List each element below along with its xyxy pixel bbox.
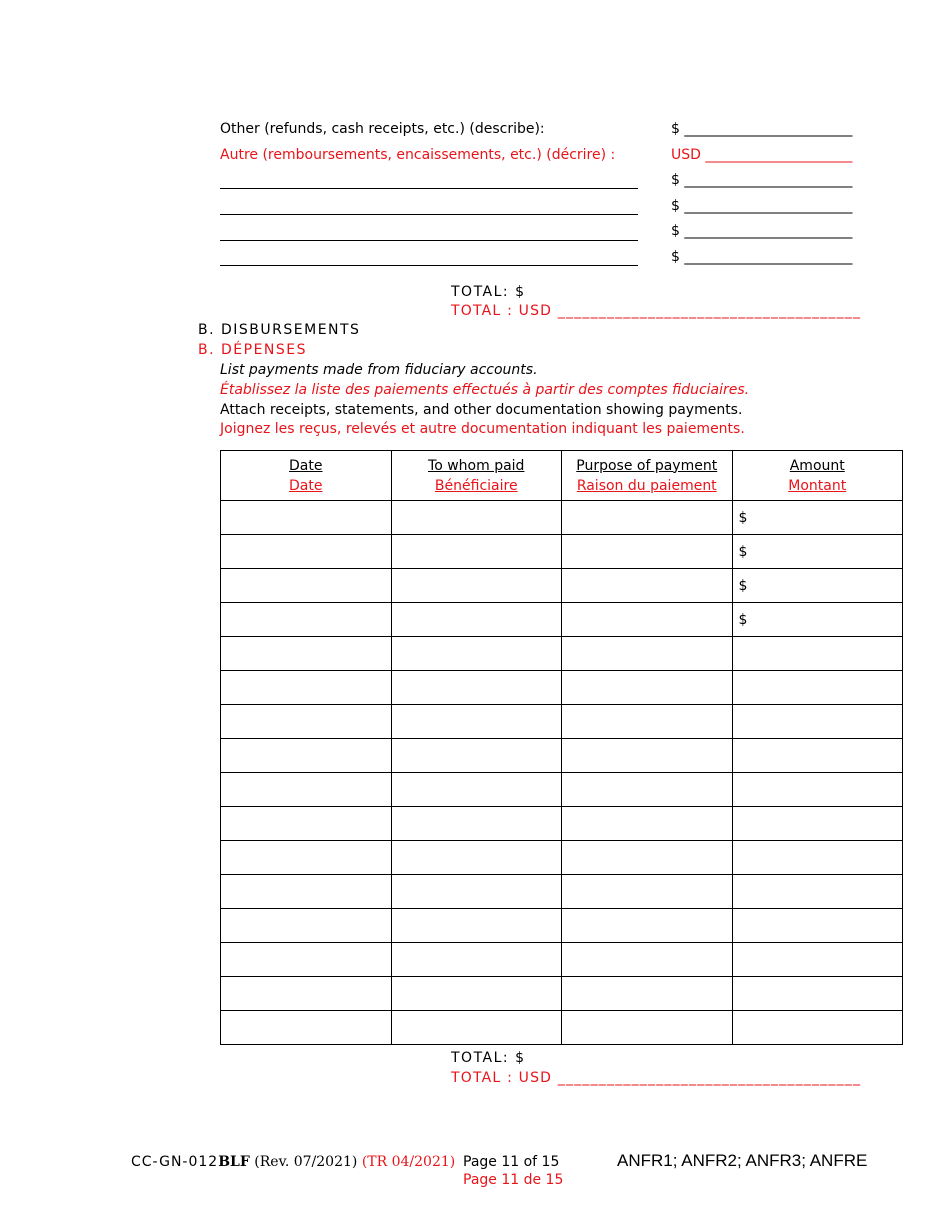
amount-cell[interactable]	[732, 501, 903, 535]
table-row	[221, 841, 903, 875]
date-cell[interactable]	[221, 603, 392, 637]
amount-cell[interactable]	[732, 807, 903, 841]
payee-cell[interactable]	[391, 501, 562, 535]
header-payee-fr: Bénéficiaire	[434, 477, 518, 494]
date-cell[interactable]	[221, 943, 392, 977]
section-b-instruction-2-en: Attach receipts, statements, and other documentation showing payments.	[220, 402, 743, 418]
table-row	[221, 637, 903, 671]
header-payee	[391, 451, 562, 501]
amount-cell[interactable]	[732, 909, 903, 943]
date-cell[interactable]	[221, 671, 392, 705]
header-purpose	[562, 451, 733, 501]
amount-cell[interactable]	[732, 773, 903, 807]
payee-cell[interactable]	[391, 637, 562, 671]
disbursements-table-body	[221, 501, 903, 1045]
amount-cell[interactable]	[732, 705, 903, 739]
section-b-instruction-1-fr: Établissez la liste des paiements effectués à partir des comptes fiduciaires.	[220, 382, 750, 398]
payee-cell[interactable]	[391, 535, 562, 569]
form-code	[131, 1154, 455, 1170]
amount-cell[interactable]	[732, 841, 903, 875]
dollar-sign: $	[738, 577, 748, 594]
other-describe-line-2[interactable]	[220, 214, 638, 215]
payee-cell[interactable]	[391, 841, 562, 875]
payee-cell[interactable]	[391, 705, 562, 739]
table-row	[221, 977, 903, 1011]
header-amount-en: Amount	[789, 457, 845, 474]
payee-cell[interactable]	[391, 943, 562, 977]
date-cell[interactable]	[221, 841, 392, 875]
amount-cell[interactable]	[732, 671, 903, 705]
table-row	[221, 739, 903, 773]
dollar-sign: $	[738, 543, 748, 560]
purpose-cell[interactable]	[562, 807, 733, 841]
header-amount	[732, 451, 903, 501]
header-amount-fr: Montant	[788, 477, 847, 494]
header-purpose-fr: Raison du paiement	[576, 477, 717, 494]
payee-cell[interactable]	[391, 773, 562, 807]
purpose-cell[interactable]	[562, 773, 733, 807]
purpose-cell[interactable]	[562, 841, 733, 875]
dollar-sign: $	[738, 509, 748, 526]
payee-cell[interactable]	[391, 875, 562, 909]
amount-cell[interactable]	[732, 739, 903, 773]
amount-cell[interactable]	[732, 637, 903, 671]
form-identifiers: ANFR1; ANFR2; ANFR3; ANFRE	[617, 1151, 868, 1170]
amount-cell[interactable]	[732, 977, 903, 1011]
date-cell[interactable]	[221, 773, 392, 807]
table-row	[221, 569, 903, 603]
form-translation-date: (TR 04/2021)	[361, 1154, 456, 1170]
purpose-cell[interactable]	[562, 671, 733, 705]
purpose-cell[interactable]	[562, 535, 733, 569]
amount-cell[interactable]	[732, 943, 903, 977]
purpose-cell[interactable]	[562, 603, 733, 637]
payee-cell[interactable]	[391, 1011, 562, 1045]
section-b-instruction-2-fr: Joignez les reçus, relevés et autre documentation indiquant les paiements.	[220, 421, 745, 437]
date-cell[interactable]	[221, 1011, 392, 1045]
amount-cell[interactable]	[732, 875, 903, 909]
table-row	[221, 705, 903, 739]
total-a-fr[interactable]: TOTAL : USD _____________________________________	[451, 303, 862, 319]
purpose-cell[interactable]	[562, 569, 733, 603]
payee-cell[interactable]	[391, 739, 562, 773]
date-cell[interactable]	[221, 637, 392, 671]
date-cell[interactable]	[221, 569, 392, 603]
purpose-cell[interactable]	[562, 705, 733, 739]
table-row	[221, 603, 903, 637]
table-row	[221, 671, 903, 705]
other-label-fr: Autre (remboursements, encaissements, etc.) (décrire) :	[220, 147, 616, 163]
header-date-fr: Date	[289, 477, 323, 494]
other-row-amount-4[interactable]: $ ________________________	[671, 249, 853, 265]
section-b-instruction-1-en: List payments made from fiduciary accounts.	[220, 362, 538, 378]
table-row	[221, 535, 903, 569]
purpose-cell[interactable]	[562, 875, 733, 909]
amount-cell[interactable]	[732, 569, 903, 603]
other-label-en: Other (refunds, cash receipts, etc.) (describe):	[220, 121, 545, 137]
other-amount-fr[interactable]: USD _____________________	[671, 147, 853, 163]
date-cell[interactable]	[221, 739, 392, 773]
amount-cell[interactable]	[732, 603, 903, 637]
page-number-fr: Page 11 de 15	[463, 1172, 564, 1188]
payee-cell[interactable]	[391, 977, 562, 1011]
other-row-amount-3[interactable]: $ ________________________	[671, 223, 853, 239]
dollar-sign: $	[738, 611, 748, 628]
other-row-amount-2[interactable]: $ ________________________	[671, 198, 853, 214]
purpose-cell[interactable]	[562, 909, 733, 943]
purpose-cell[interactable]	[562, 1011, 733, 1045]
total-a-en: TOTAL: $	[451, 284, 526, 300]
date-cell[interactable]	[221, 705, 392, 739]
table-header-row	[221, 451, 903, 501]
table-row	[221, 807, 903, 841]
form-code-prefix: CC-GN-012	[131, 1154, 219, 1170]
disbursements-table	[220, 450, 903, 1045]
table-row	[221, 773, 903, 807]
other-describe-line-3[interactable]	[220, 240, 638, 241]
date-cell[interactable]	[221, 501, 392, 535]
payee-cell[interactable]	[391, 909, 562, 943]
form-code-bold: BLF	[218, 1154, 250, 1170]
section-b-title-en: B. DISBURSEMENTS	[198, 322, 361, 338]
table-row	[221, 909, 903, 943]
date-cell[interactable]	[221, 909, 392, 943]
date-cell[interactable]	[221, 807, 392, 841]
header-date	[221, 451, 392, 501]
table-row	[221, 943, 903, 977]
payee-cell[interactable]	[391, 671, 562, 705]
purpose-cell[interactable]	[562, 977, 733, 1011]
table-row	[221, 875, 903, 909]
date-cell[interactable]	[221, 977, 392, 1011]
payee-cell[interactable]	[391, 569, 562, 603]
total-b-fr[interactable]: TOTAL : USD _____________________________________	[451, 1070, 862, 1086]
header-date-en: Date	[289, 457, 323, 474]
form-revision: (Rev. 07/2021)	[249, 1154, 362, 1170]
header-purpose-en: Purpose of payment	[576, 457, 718, 474]
amount-cell[interactable]	[732, 535, 903, 569]
date-cell[interactable]	[221, 535, 392, 569]
table-row	[221, 1011, 903, 1045]
payee-cell[interactable]	[391, 603, 562, 637]
total-b-en: TOTAL: $	[451, 1050, 526, 1066]
purpose-cell[interactable]	[562, 739, 733, 773]
section-b-title-fr: B. DÉPENSES	[198, 342, 308, 358]
other-describe-line-4[interactable]	[220, 265, 638, 266]
purpose-cell[interactable]	[562, 943, 733, 977]
other-describe-line-1[interactable]	[220, 188, 638, 189]
table-row	[221, 501, 903, 535]
other-row-amount-1[interactable]: $ ________________________	[671, 172, 853, 188]
page-number-en: Page 11 of 15	[463, 1154, 560, 1170]
header-payee-en: To whom paid	[428, 457, 525, 474]
date-cell[interactable]	[221, 875, 392, 909]
other-amount-en[interactable]: $ ________________________	[671, 121, 853, 137]
amount-cell[interactable]	[732, 1011, 903, 1045]
purpose-cell[interactable]	[562, 637, 733, 671]
payee-cell[interactable]	[391, 807, 562, 841]
purpose-cell[interactable]	[562, 501, 733, 535]
